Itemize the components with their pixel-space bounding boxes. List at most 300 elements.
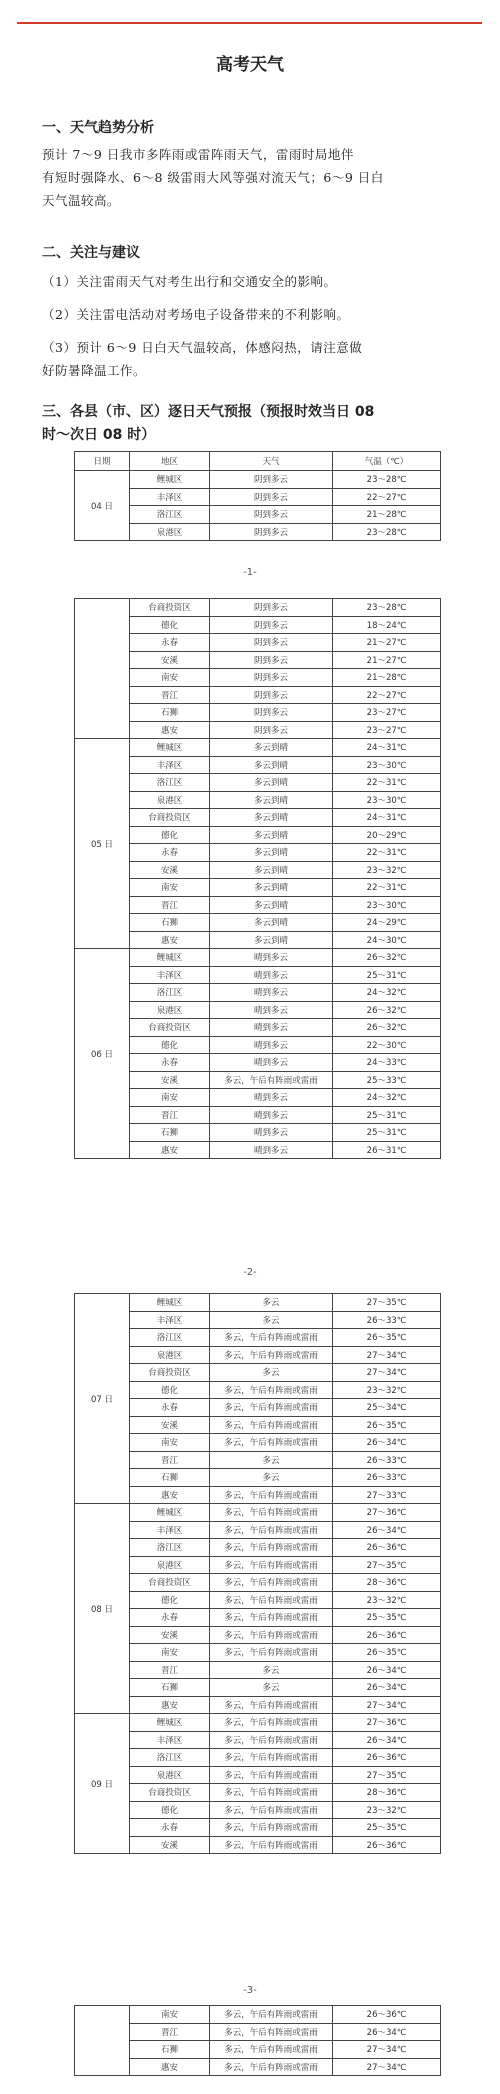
district-cell: 惠安 (130, 1696, 210, 1714)
weather-cell: 阴到多云 (210, 523, 333, 541)
table-row (75, 1124, 441, 1142)
weather-cell: 阴到多云 (210, 506, 333, 524)
table-row (75, 1089, 441, 1107)
district-cell: 晋江 (130, 1106, 210, 1124)
temperature-cell: 25～31℃ (333, 966, 441, 984)
temperature-cell: 27～36℃ (333, 1504, 441, 1522)
district-cell: 南安 (130, 1434, 210, 1452)
temperature-cell: 20～29℃ (333, 826, 441, 844)
weather-cell: 多云，午后有阵雨或雷雨 (210, 1486, 333, 1504)
district-cell: 永春 (130, 634, 210, 652)
table-row (75, 2041, 441, 2059)
weather-cell: 多云到晴 (210, 879, 333, 897)
date-cell: 05 日 (75, 739, 130, 949)
temperature-cell: 26～34℃ (333, 1731, 441, 1749)
weather-cell: 阴到多云 (210, 616, 333, 634)
weather-cell: 多云到晴 (210, 739, 333, 757)
table-row (75, 1644, 441, 1662)
temperature-cell: 27～34℃ (333, 2041, 441, 2059)
table-row (75, 1294, 441, 1312)
district-cell: 安溪 (130, 861, 210, 879)
table-row (75, 1364, 441, 1382)
weather-cell: 晴到多云 (210, 1141, 333, 1159)
temperature-cell: 26～35℃ (333, 1329, 441, 1347)
district-cell: 泉港区 (130, 1346, 210, 1364)
forecast-table (74, 451, 441, 541)
temperature-cell: 22～30℃ (333, 1036, 441, 1054)
district-cell: 永春 (130, 1054, 210, 1072)
temperature-cell: 26～36℃ (333, 1539, 441, 1557)
temperature-cell: 23～27℃ (333, 721, 441, 739)
temperature-cell: 26～32℃ (333, 1001, 441, 1019)
weather-cell: 多云，午后有阵雨或雷雨 (210, 1836, 333, 1854)
temperature-cell: 22～27℃ (333, 488, 441, 506)
district-cell: 石狮 (130, 1124, 210, 1142)
temperature-cell: 26～36℃ (333, 1626, 441, 1644)
table-row (75, 2023, 441, 2041)
temperature-cell: 22～31℃ (333, 879, 441, 897)
trend-paragraph (42, 143, 462, 212)
weather-cell: 多云，午后有阵雨或雷雨 (210, 1644, 333, 1662)
district-cell: 安溪 (130, 1626, 210, 1644)
weather-cell: 多云，午后有阵雨或雷雨 (210, 1749, 333, 1767)
temperature-cell: 23～30℃ (333, 756, 441, 774)
table-row (75, 488, 441, 506)
weather-cell: 多云，午后有阵雨或雷雨 (210, 1574, 333, 1592)
weather-cell: 多云到晴 (210, 896, 333, 914)
temperature-cell: 23～30℃ (333, 791, 441, 809)
text-line: 有短时强降水、6～8 级雷雨大风等强对流天气；6～9 日白 (42, 170, 384, 185)
district-cell: 南安 (130, 1644, 210, 1662)
page-title: 高考天气 (216, 55, 284, 75)
table-row (75, 1591, 441, 1609)
table-row (75, 1679, 441, 1697)
date-cell: 09 日 (75, 1714, 130, 1854)
district-cell: 台商投资区 (130, 809, 210, 827)
advice-item: （2）关注雷电活动对考场电子设备带来的不利影响。 (42, 307, 350, 322)
table-row (75, 879, 441, 897)
temperature-cell: 27～34℃ (333, 2058, 441, 2076)
temperature-cell: 27～34℃ (333, 1346, 441, 1364)
weather-cell: 晴到多云 (210, 966, 333, 984)
weather-cell: 多云 (210, 1679, 333, 1697)
temperature-cell: 22～27℃ (333, 686, 441, 704)
temperature-cell: 24～29℃ (333, 914, 441, 932)
temperature-cell: 26～33℃ (333, 1469, 441, 1487)
text-line: 天气温较高。 (42, 193, 121, 208)
weather-cell: 多云，午后有阵雨或雷雨 (210, 1416, 333, 1434)
weather-cell: 阴到多云 (210, 599, 333, 617)
temperature-cell: 24～33℃ (333, 1054, 441, 1072)
district-cell: 永春 (130, 1609, 210, 1627)
district-cell: 安溪 (130, 1836, 210, 1854)
temperature-cell: 23～28℃ (333, 471, 441, 489)
weather-cell: 晴到多云 (210, 1054, 333, 1072)
table-row (75, 1766, 441, 1784)
district-cell: 永春 (130, 844, 210, 862)
district-cell: 鲤城区 (130, 949, 210, 967)
weather-cell: 多云 (210, 1451, 333, 1469)
table-row (75, 1329, 441, 1347)
temperature-cell: 21～27℃ (333, 634, 441, 652)
district-cell: 南安 (130, 879, 210, 897)
district-cell: 台商投资区 (130, 1574, 210, 1592)
table-row (75, 1399, 441, 1417)
column-header: 日期 (75, 452, 130, 471)
table-row (75, 931, 441, 949)
temperature-cell: 24～31℃ (333, 809, 441, 827)
table-row (75, 1071, 441, 1089)
weather-cell: 多云到晴 (210, 914, 333, 932)
temperature-cell: 24～30℃ (333, 931, 441, 949)
temperature-cell: 26～33℃ (333, 1451, 441, 1469)
table-row (75, 1801, 441, 1819)
temperature-cell: 25～35℃ (333, 1609, 441, 1627)
weather-cell: 多云，午后有阵雨或雷雨 (210, 1819, 333, 1837)
district-cell: 台商投资区 (130, 1019, 210, 1037)
temperature-cell: 27～34℃ (333, 1696, 441, 1714)
temperature-cell: 21～28℃ (333, 506, 441, 524)
weather-cell: 多云，午后有阵雨或雷雨 (210, 1609, 333, 1627)
temperature-cell: 23～28℃ (333, 523, 441, 541)
weather-cell: 多云到晴 (210, 774, 333, 792)
district-cell: 南安 (130, 669, 210, 687)
page-marker: -1- (243, 567, 257, 578)
table-row (75, 1054, 441, 1072)
weather-cell: 多云，午后有阵雨或雷雨 (210, 1329, 333, 1347)
weather-cell: 多云到晴 (210, 809, 333, 827)
temperature-cell: 27～33℃ (333, 1486, 441, 1504)
table-row (75, 721, 441, 739)
weather-cell: 晴到多云 (210, 949, 333, 967)
district-cell: 石狮 (130, 1679, 210, 1697)
district-cell: 惠安 (130, 2058, 210, 2076)
table-row (75, 966, 441, 984)
section-heading-trend: 一、天气趋势分析 (42, 120, 154, 136)
temperature-cell: 27～34℃ (333, 1364, 441, 1382)
district-cell: 台商投资区 (130, 1784, 210, 1802)
temperature-cell: 25～31℃ (333, 1124, 441, 1142)
weather-cell: 多云，午后有阵雨或雷雨 (210, 2041, 333, 2059)
weather-cell: 多云到晴 (210, 861, 333, 879)
district-cell: 泉港区 (130, 1766, 210, 1784)
district-cell: 丰泽区 (130, 1311, 210, 1329)
weather-cell: 多云，午后有阵雨或雷雨 (210, 1556, 333, 1574)
table-row (75, 634, 441, 652)
weather-cell: 多云到晴 (210, 791, 333, 809)
date-cell (75, 2006, 130, 2076)
date-cell: 04 日 (75, 471, 130, 541)
weather-cell: 多云 (210, 1364, 333, 1382)
table-row (75, 1469, 441, 1487)
weather-cell: 多云，午后有阵雨或雷雨 (210, 1346, 333, 1364)
table-row (75, 651, 441, 669)
table-header-row (75, 452, 441, 471)
forecast-sheet (74, 598, 440, 1159)
forecast-sheet (74, 451, 440, 541)
temperature-cell: 26～35℃ (333, 1644, 441, 1662)
weather-cell: 晴到多云 (210, 1036, 333, 1054)
table-row (75, 826, 441, 844)
text-line: 预计 7～9 日我市多阵雨或雷阵雨天气，雷雨时局地伴 (42, 147, 354, 162)
district-cell: 鲤城区 (130, 739, 210, 757)
temperature-cell: 26～32℃ (333, 949, 441, 967)
weather-cell: 多云，午后有阵雨或雷雨 (210, 1504, 333, 1522)
table-row (75, 949, 441, 967)
table-row (75, 1574, 441, 1592)
temperature-cell: 22～31℃ (333, 844, 441, 862)
district-cell: 安溪 (130, 651, 210, 669)
table-row (75, 616, 441, 634)
table-row (75, 1141, 441, 1159)
text-line: 三、各县（市、区）逐日天气预报（预报时效当日 08 (42, 404, 375, 420)
table-row (75, 471, 441, 489)
temperature-cell: 23～28℃ (333, 599, 441, 617)
table-row (75, 1106, 441, 1124)
date-cell: 08 日 (75, 1504, 130, 1714)
district-cell: 泉港区 (130, 791, 210, 809)
weather-cell: 多云，午后有阵雨或雷雨 (210, 1626, 333, 1644)
temperature-cell: 26～34℃ (333, 1434, 441, 1452)
district-cell: 石狮 (130, 704, 210, 722)
forecast-table (74, 1293, 441, 1854)
weather-cell: 多云，午后有阵雨或雷雨 (210, 1071, 333, 1089)
table-row (75, 896, 441, 914)
temperature-cell: 27～35℃ (333, 1766, 441, 1784)
temperature-cell: 23～32℃ (333, 861, 441, 879)
table-row (75, 1661, 441, 1679)
table-row (75, 2058, 441, 2076)
weather-cell: 阴到多云 (210, 634, 333, 652)
district-cell: 德化 (130, 616, 210, 634)
table-row (75, 1749, 441, 1767)
weather-cell: 多云，午后有阵雨或雷雨 (210, 1539, 333, 1557)
weather-cell: 晴到多云 (210, 1124, 333, 1142)
table-row (75, 791, 441, 809)
district-cell: 洛江区 (130, 1539, 210, 1557)
table-row (75, 756, 441, 774)
district-cell: 丰泽区 (130, 966, 210, 984)
table-row (75, 984, 441, 1002)
district-cell: 晋江 (130, 1451, 210, 1469)
district-cell: 丰泽区 (130, 1521, 210, 1539)
weather-cell: 晴到多云 (210, 1019, 333, 1037)
district-cell: 台商投资区 (130, 599, 210, 617)
weather-cell: 多云，午后有阵雨或雷雨 (210, 1381, 333, 1399)
column-header: 气温（℃） (333, 452, 441, 471)
district-cell: 晋江 (130, 686, 210, 704)
weather-cell: 多云 (210, 1661, 333, 1679)
district-cell: 德化 (130, 826, 210, 844)
temperature-cell: 26～34℃ (333, 1521, 441, 1539)
district-cell: 石狮 (130, 914, 210, 932)
district-cell: 石狮 (130, 1469, 210, 1487)
weather-cell: 阴到多云 (210, 471, 333, 489)
weather-cell: 晴到多云 (210, 1106, 333, 1124)
district-cell: 丰泽区 (130, 488, 210, 506)
temperature-cell: 27～36℃ (333, 1714, 441, 1732)
table-row (75, 861, 441, 879)
weather-cell: 多云 (210, 1311, 333, 1329)
table-row (75, 1521, 441, 1539)
temperature-cell: 23～30℃ (333, 896, 441, 914)
temperature-cell: 26～34℃ (333, 1679, 441, 1697)
district-cell: 南安 (130, 1089, 210, 1107)
district-cell: 晋江 (130, 1661, 210, 1679)
table-row (75, 1001, 441, 1019)
table-row (75, 1434, 441, 1452)
district-cell: 晋江 (130, 2023, 210, 2041)
district-cell: 鲤城区 (130, 1294, 210, 1312)
advice-item: 好防暑降温工作。 (42, 363, 147, 378)
table-row (75, 1714, 441, 1732)
temperature-cell: 26～34℃ (333, 2023, 441, 2041)
table-row (75, 686, 441, 704)
advice-paragraph (42, 270, 462, 382)
page-marker: -2- (243, 1267, 257, 1278)
district-cell: 洛江区 (130, 1749, 210, 1767)
weather-cell: 多云，午后有阵雨或雷雨 (210, 2006, 333, 2024)
temperature-cell: 26～36℃ (333, 1749, 441, 1767)
weather-cell: 阴到多云 (210, 669, 333, 687)
weather-cell: 多云，午后有阵雨或雷雨 (210, 2023, 333, 2041)
weather-cell: 多云，午后有阵雨或雷雨 (210, 1591, 333, 1609)
weather-cell: 多云，午后有阵雨或雷雨 (210, 1731, 333, 1749)
district-cell: 鲤城区 (130, 471, 210, 489)
temperature-cell: 26～33℃ (333, 1311, 441, 1329)
table-row (75, 1416, 441, 1434)
weather-cell: 晴到多云 (210, 1089, 333, 1107)
district-cell: 永春 (130, 1399, 210, 1417)
temperature-cell: 24～32℃ (333, 1089, 441, 1107)
forecast-table (74, 598, 441, 1159)
table-row (75, 1556, 441, 1574)
weather-cell: 阴到多云 (210, 721, 333, 739)
district-cell: 泉港区 (130, 523, 210, 541)
weather-cell: 多云，午后有阵雨或雷雨 (210, 1784, 333, 1802)
table-row (75, 844, 441, 862)
table-row (75, 506, 441, 524)
weather-cell: 多云，午后有阵雨或雷雨 (210, 1399, 333, 1417)
weather-cell: 多云，午后有阵雨或雷雨 (210, 1766, 333, 1784)
column-header: 地区 (130, 452, 210, 471)
text-line: 时～次日 08 时） (42, 427, 156, 443)
table-row (75, 2006, 441, 2024)
date-cell: 07 日 (75, 1294, 130, 1504)
district-cell: 洛江区 (130, 774, 210, 792)
district-cell: 泉港区 (130, 1556, 210, 1574)
temperature-cell: 26～36℃ (333, 1836, 441, 1854)
temperature-cell: 24～31℃ (333, 739, 441, 757)
table-row (75, 1784, 441, 1802)
advice-item: （1）关注雷雨天气对考生出行和交通安全的影响。 (42, 274, 337, 289)
weather-cell: 多云，午后有阵雨或雷雨 (210, 2058, 333, 2076)
page-marker: -3- (243, 1985, 257, 1996)
table-row (75, 1381, 441, 1399)
weather-cell: 多云，午后有阵雨或雷雨 (210, 1696, 333, 1714)
weather-cell: 晴到多云 (210, 984, 333, 1002)
table-row (75, 1731, 441, 1749)
temperature-cell: 22～31℃ (333, 774, 441, 792)
table-row (75, 1311, 441, 1329)
district-cell: 洛江区 (130, 1329, 210, 1347)
weather-cell: 多云到晴 (210, 931, 333, 949)
table-row (75, 1019, 441, 1037)
district-cell: 丰泽区 (130, 756, 210, 774)
weather-cell: 多云到晴 (210, 756, 333, 774)
temperature-cell: 21～27℃ (333, 651, 441, 669)
district-cell: 洛江区 (130, 984, 210, 1002)
temperature-cell: 24～32℃ (333, 984, 441, 1002)
temperature-cell: 25～31℃ (333, 1106, 441, 1124)
temperature-cell: 26～34℃ (333, 1661, 441, 1679)
district-cell: 惠安 (130, 931, 210, 949)
temperature-cell: 26～32℃ (333, 1019, 441, 1037)
table-row (75, 1819, 441, 1837)
temperature-cell: 28～36℃ (333, 1784, 441, 1802)
table-row (75, 669, 441, 687)
temperature-cell: 21～28℃ (333, 669, 441, 687)
temperature-cell: 25～33℃ (333, 1071, 441, 1089)
weather-cell: 多云到晴 (210, 826, 333, 844)
district-cell: 德化 (130, 1381, 210, 1399)
weather-cell: 阴到多云 (210, 488, 333, 506)
table-row (75, 739, 441, 757)
district-cell: 晋江 (130, 896, 210, 914)
table-row (75, 809, 441, 827)
temperature-cell: 23～32℃ (333, 1801, 441, 1819)
weather-cell: 多云，午后有阵雨或雷雨 (210, 1434, 333, 1452)
table-row (75, 1609, 441, 1627)
district-cell: 鲤城区 (130, 1714, 210, 1732)
district-cell: 丰泽区 (130, 1731, 210, 1749)
table-row (75, 599, 441, 617)
table-row (75, 523, 441, 541)
table-row (75, 1626, 441, 1644)
table-row (75, 1036, 441, 1054)
temperature-cell: 25～35℃ (333, 1819, 441, 1837)
section-heading-forecast (42, 401, 467, 447)
temperature-cell: 27～35℃ (333, 1556, 441, 1574)
table-row (75, 1696, 441, 1714)
column-header: 天气 (210, 452, 333, 471)
district-cell: 台商投资区 (130, 1364, 210, 1382)
temperature-cell: 25～34℃ (333, 1399, 441, 1417)
table-row (75, 1836, 441, 1854)
district-cell: 德化 (130, 1591, 210, 1609)
table-row (75, 914, 441, 932)
table-row (75, 704, 441, 722)
temperature-cell: 23～32℃ (333, 1381, 441, 1399)
table-row (75, 1346, 441, 1364)
temperature-cell: 26～36℃ (333, 2006, 441, 2024)
table-row (75, 1451, 441, 1469)
weather-cell: 多云，午后有阵雨或雷雨 (210, 1521, 333, 1539)
temperature-cell: 26～31℃ (333, 1141, 441, 1159)
district-cell: 惠安 (130, 721, 210, 739)
district-cell: 惠安 (130, 1486, 210, 1504)
district-cell: 南安 (130, 2006, 210, 2024)
table-row (75, 774, 441, 792)
district-cell: 泉港区 (130, 1001, 210, 1019)
district-cell: 德化 (130, 1036, 210, 1054)
weather-cell: 阴到多云 (210, 704, 333, 722)
table-row (75, 1539, 441, 1557)
temperature-cell: 28～36℃ (333, 1574, 441, 1592)
top-red-rule (17, 22, 482, 24)
temperature-cell: 18～24℃ (333, 616, 441, 634)
district-cell: 惠安 (130, 1141, 210, 1159)
